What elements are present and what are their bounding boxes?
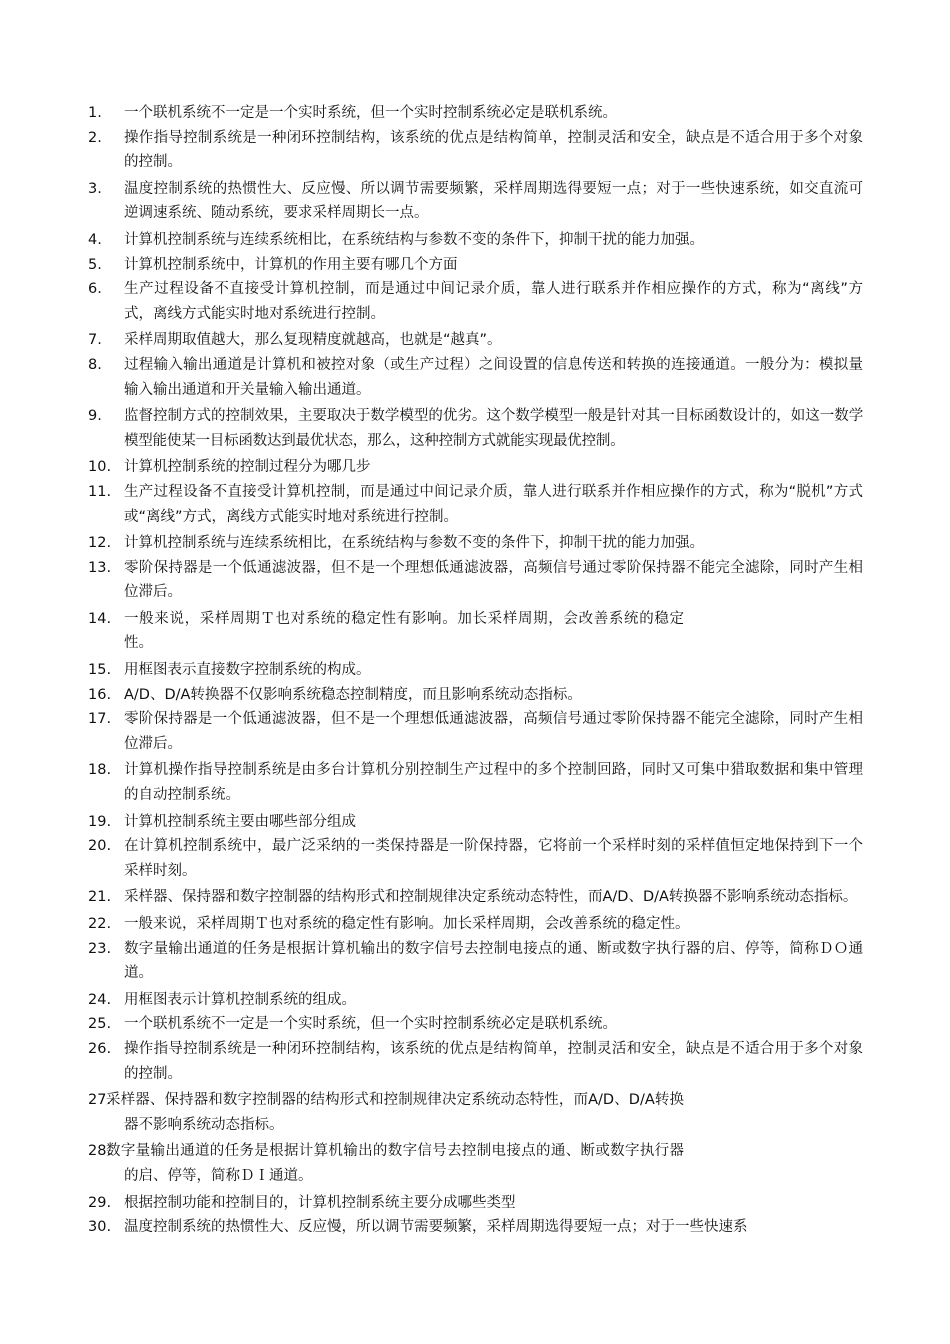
item-number: 9. [88,408,102,425]
item-number: 18. [88,762,112,779]
item-number: 23. [88,940,112,957]
item-text: 根据控制功能和控制目的，计算机控制系统主要分成哪些类型 [124,1194,516,1211]
item-number: 24. [88,991,112,1008]
item-text: 用框图表示计算机控制系统的组成。 [124,991,356,1008]
item-number: 11. [88,483,112,500]
item-number: 6. [88,281,102,298]
list-item [88,556,863,605]
item-text: 零阶保持器是一个低通滤波器，但不是一个理想低通滤波器，高频信号通过零阶保持器不能完全滤除，同时产生相位滞后。 [124,711,863,752]
list-item [88,658,863,683]
list-item [88,1088,863,1137]
list-item [88,1215,863,1240]
list-item [88,531,863,556]
list-item [88,353,863,402]
item-number: 2. [88,129,102,146]
item-number: 19. [88,813,112,830]
list-item [88,607,863,656]
item-text: 用框图表示直接数字控制系统的构成。 [124,662,371,679]
item-text: 温度控制系统的热惯性大、反应慢，所以调节需要频繁，采样周期选得要短一点；对于一些快速系 [124,1219,748,1236]
item-text: 计算机控制系统的控制过程分为哪几步 [124,459,371,476]
list-item [88,707,863,756]
item-number: 26. [88,1040,112,1057]
item-number: 21. [88,889,112,906]
list-item [88,1012,863,1037]
item-number: 17. [88,711,112,728]
item-number: 15. [88,662,112,679]
item-text: 在计算机控制系统中，最广泛采纳的一类保持器是一阶保持器，它将前一个采样时刻的采样值恒定地保持到下一个采样时刻。 [124,838,863,879]
item-text: 计算机控制系统与连续系统相比，在系统结构与参数不变的条件下，抑制干扰的能力加强。 [124,231,704,248]
item-text: 采样器、保持器和数字控制器的结构形式和控制规律决定系统动态特性，而A/D、D/A转换器不影响系统动态指标。 [106,1092,684,1133]
item-text: 采样周期取值越大，那么复现精度就越高，也就是“越真”。 [124,332,502,349]
item-text: 一个联机系统不一定是一个实时系统，但一个实时控制系统必定是联机系统。 [124,105,617,121]
list-item [88,758,863,807]
item-text: A/D、D/A转换器不仅影响系统稳态控制精度，而且影响系统动态指标。 [124,686,582,703]
item-text: 一般来说，采样周期Ｔ也对系统的稳定性有影响。加长采样周期，会改善系统的稳定性。 [124,916,690,932]
list-item [88,1139,863,1188]
list-item [88,834,863,883]
list-item [88,810,863,835]
item-text: 温度控制系统的热惯性大、反应慢、所以调节需要频繁，采样周期选得要短一点；对于一些快速系统，如交直流可逆调速系统、随动系统，要求采样周期长一点。 [124,180,863,222]
list-item [88,277,863,326]
list-item [88,1191,863,1216]
item-text: 一个联机系统不一定是一个实时系统，但一个实时控制系统必定是联机系统。 [124,1016,617,1033]
question-list [88,101,863,1240]
item-number: 16. [88,686,112,703]
item-number: 3. [88,180,102,197]
list-item [88,126,863,175]
item-text: 计算机控制系统中，计算机的作用主要有哪几个方面 [124,256,458,273]
list-item [88,885,863,910]
list-item [88,912,863,937]
item-text: 操作指导控制系统是一种闭环控制结构，该系统的优点是结构简单，控制灵活和安全，缺点是不适合用于多个对象的控制。 [124,1040,863,1082]
item-text: 计算机控制系统主要由哪些部分组成 [124,813,356,830]
item-number: 7. [88,332,102,349]
item-number: 1. [88,105,102,121]
item-text: 采样器、保持器和数字控制器的结构形式和控制规律决定系统动态特性，而A/D、D/A转换器不影响系统动态指标。 [124,889,858,906]
item-number: 28. [88,1143,112,1160]
item-number: 29. [88,1194,112,1211]
list-item [88,988,863,1013]
item-text: 生产过程设备不直接受计算机控制，而是通过中间记录介质，靠人进行联系并作相应操作的方式，称为“脱机”方式或“离线”方式，离线方式能实时地对系统进行控制。 [124,483,863,525]
list-item [88,228,863,253]
item-number: 4. [88,231,102,248]
item-text: 生产过程设备不直接受计算机控制，而是通过中间记录介质，靠人进行联系并作相应操作的方式，称为“离线”方式，离线方式能实时地对系统进行控制。 [124,281,863,322]
item-text: 计算机操作指导控制系统是由多台计算机分别控制生产过程中的多个控制回路，同时又可集中猎取数据和集中管理的自动控制系统。 [124,762,863,804]
list-item [88,1037,863,1086]
item-number: 14. [88,610,112,627]
list-item [88,937,863,986]
item-text: 一般来说，采样周期Ｔ也对系统的稳定性有影响。加长采样周期，会改善系统的稳定性。 [124,610,684,652]
item-text: 数字量输出通道的任务是根据计算机输出的数字信号去控制电接点的通、断或数字执行器的启、停等，简称ＤＩ通道。 [106,1143,684,1184]
list-item [88,480,863,529]
item-text: 计算机控制系统与连续系统相比，在系统结构与参数不变的条件下，抑制干扰的能力加强。 [124,535,704,552]
item-number: 22. [88,916,112,932]
list-item [88,455,863,480]
list-item [88,253,863,278]
item-number: 8. [88,356,102,373]
item-text: 监督控制方式的控制效果，主要取决于数学模型的优劣。这个数学模型一般是针对其一目标函数设计的，如这一数学模型能使某一目标函数达到最优状态，那么，这种控制方式就能实现最优控制。 [124,408,863,449]
list-item [88,101,863,126]
list-item [88,328,863,353]
item-number: 25. [88,1016,112,1033]
item-number: 5. [88,256,102,273]
item-number: 20. [88,838,112,855]
list-item [88,404,863,453]
item-text: 过程输入输出通道是计算机和被控对象（或生产过程）之间设置的信息传送和转换的连接通道。一般分为：模拟量输入输出通道和开关量输入输出通道。 [124,356,863,398]
item-text: 零阶保持器是一个低通滤波器，但不是一个理想低通滤波器，高频信号通过零阶保持器不能完全滤除，同时产生相位滞后。 [124,559,863,601]
item-number: 13. [88,559,112,576]
item-number: 27. [88,1092,112,1109]
item-text: 操作指导控制系统是一种闭环控制结构，该系统的优点是结构简单，控制灵活和安全，缺点是不适合用于多个对象的控制。 [124,129,863,171]
item-number: 10. [88,459,112,476]
item-number: 30. [88,1219,112,1236]
item-number: 12. [88,535,112,552]
list-item [88,177,863,226]
item-text: 数字量输出通道的任务是根据计算机输出的数字信号去控制电接点的通、断或数字执行器的启、停等，简称ＤＯ通道。 [124,940,863,982]
list-item [88,683,863,708]
